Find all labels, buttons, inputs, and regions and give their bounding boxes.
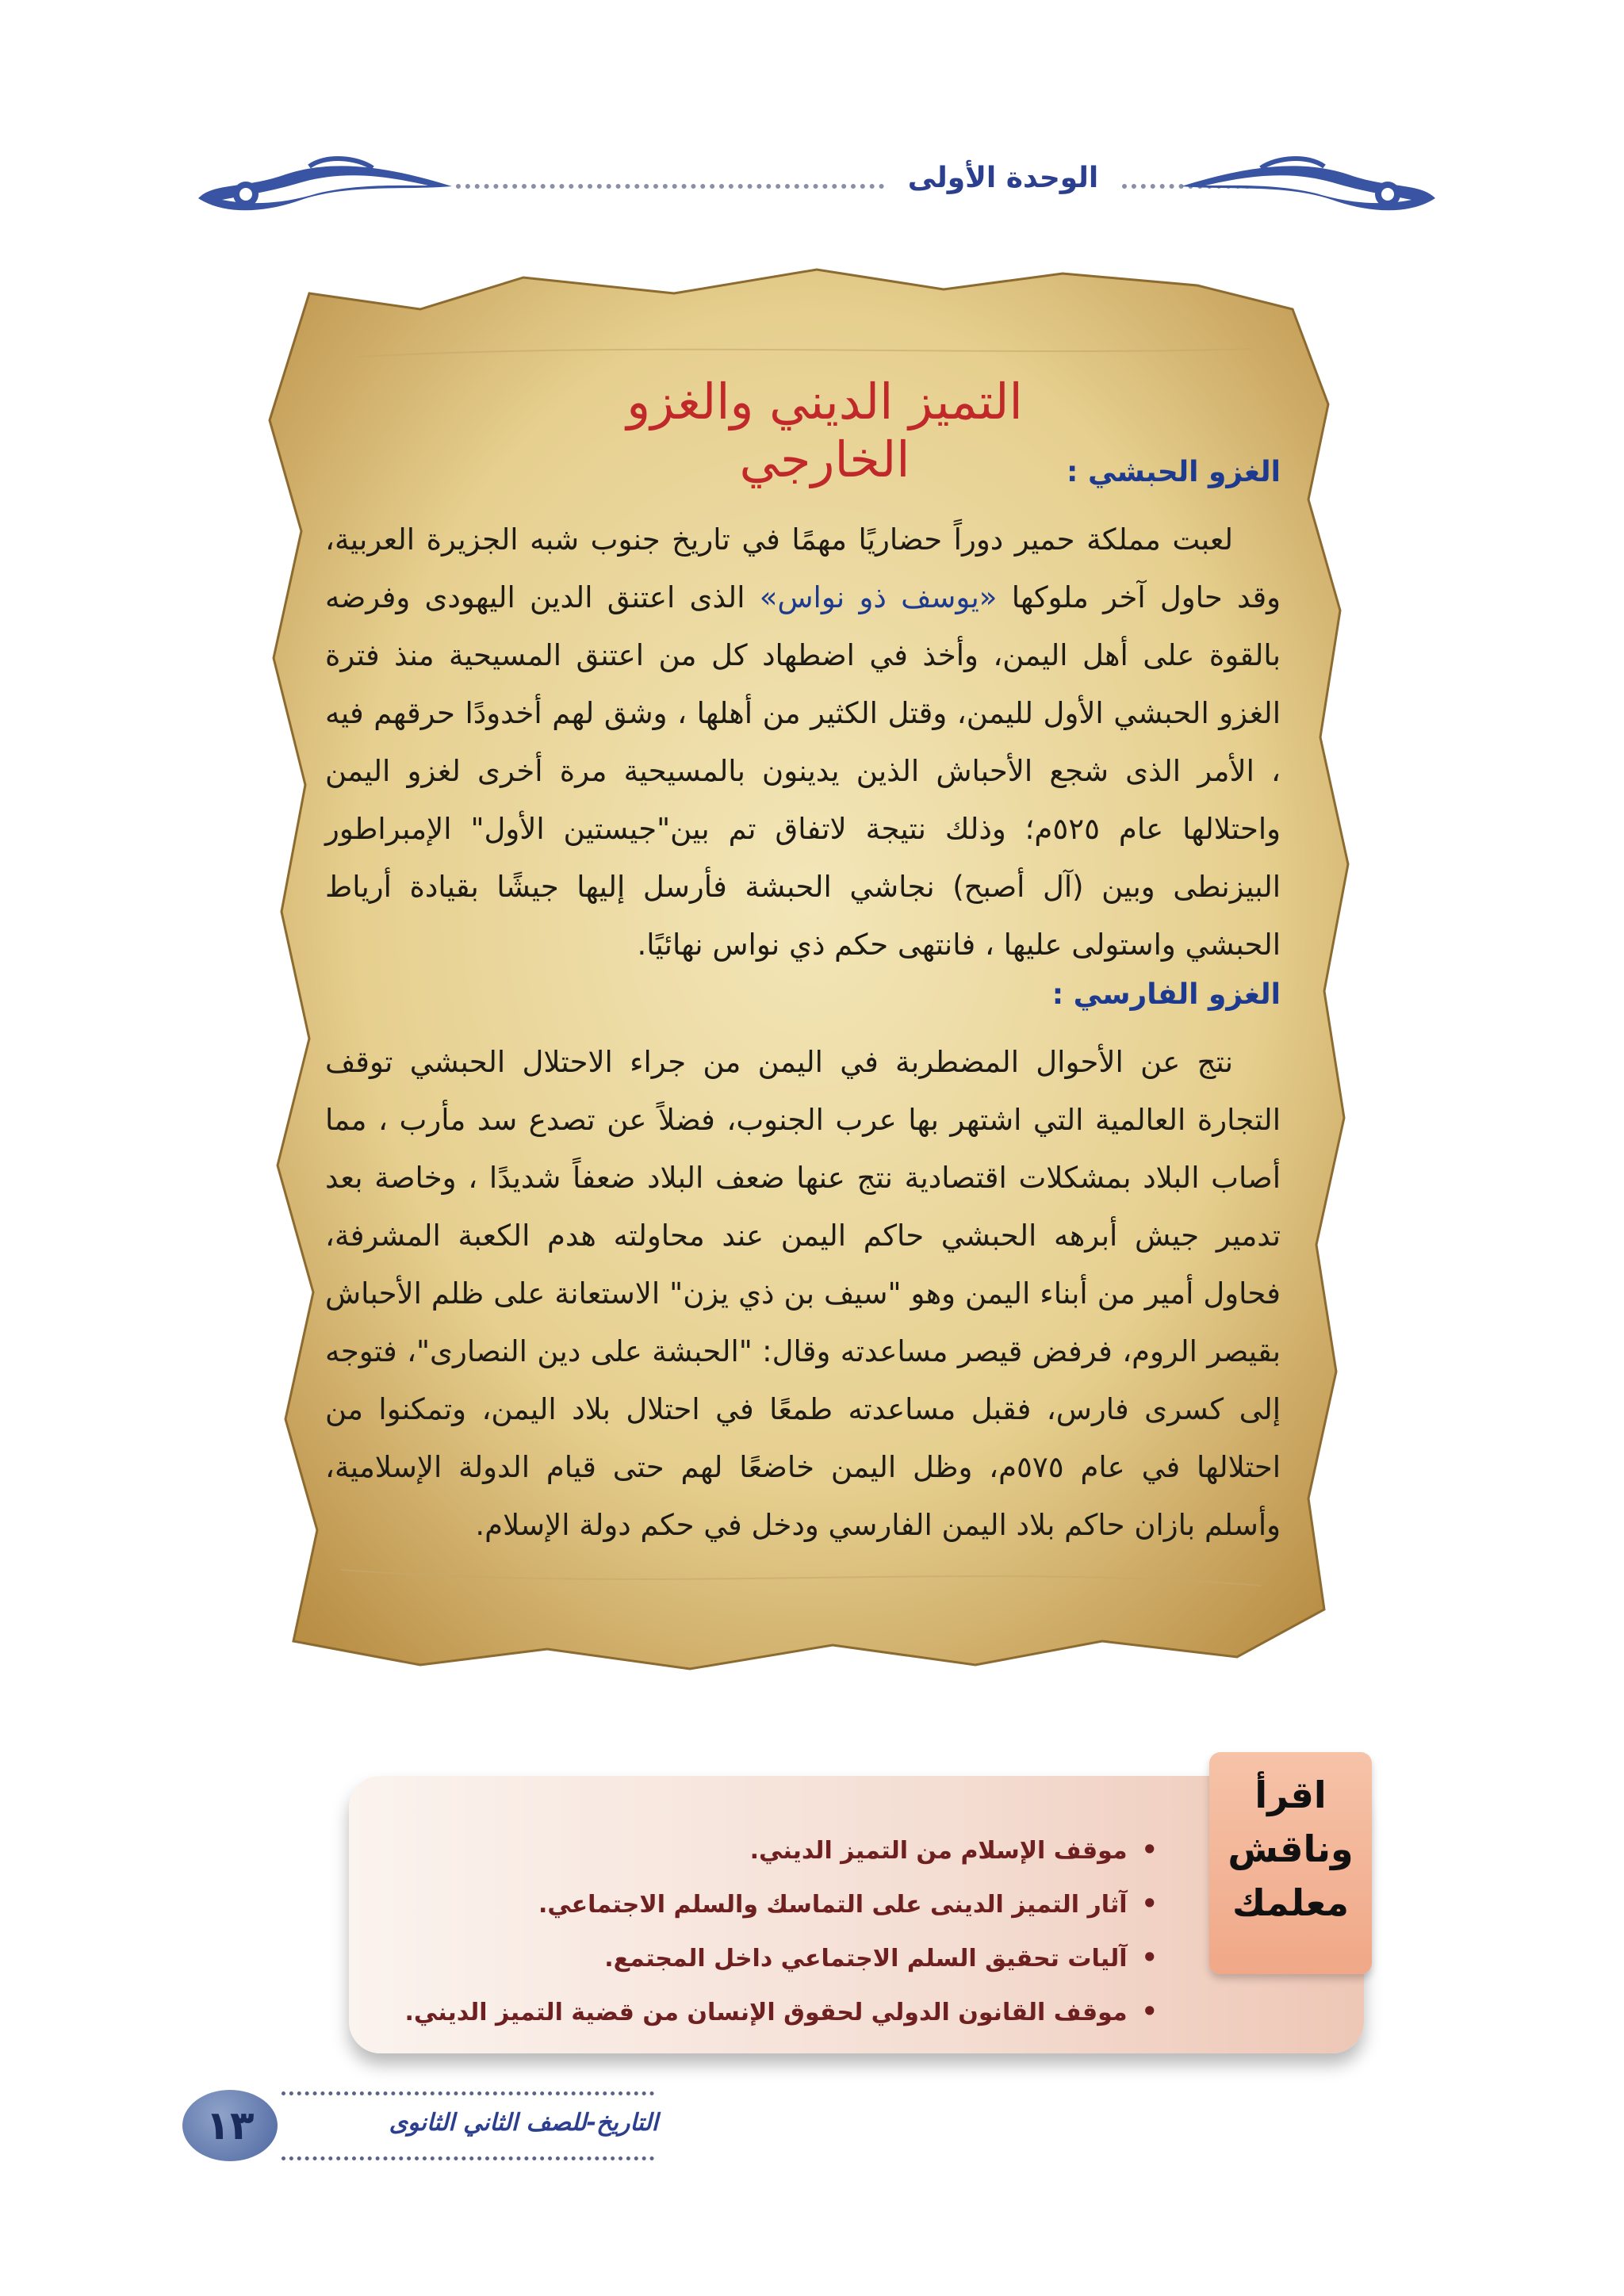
paragraph-text: لعبت مملكة حمير دوراً حضاريًا مهمًا في تاريخ جنوب شبه الجزيرة العربية، وقد حاول آخر ملوكها [325, 522, 1281, 614]
section-heading-abyssinian: الغزو الحبشي : [1067, 456, 1281, 488]
paragraph-text: الذى اعتنق الدين اليهودى وفرضه بالقوة على أهل اليمن، وأخذ في اضطهاد كل من اعتنق المسيحية منذ فترة الغزو الحبشي الأول لليمن، وقتل الكثير من أهلها ، وشق لهم أخدودًا حرقهم فيه ، الأمر الذى شجع الأحباش الذين يدينون بالمسيحية مرة أخرى لغزو اليمن واحتلالها عام ٥٢٥م؛ وذلك نتيجة لاتفاق تم بين"جيستين الأول" الإمبراطور البيزنطى وبين (آل أصبح) نجاشي الحبشة فأرسل إليها جيشًا بقيادة أرياط الحبشي واستولى عليها ، فانتهى حكم ذي نواس نهائيًا. [325, 580, 1281, 962]
header-dots-left [456, 184, 884, 189]
section-paragraph-abyssinian [325, 511, 1281, 974]
book-title: التاريخ-للصف الثاني الثانوى [389, 2109, 658, 2137]
list-item: • آليات تحقيق السلم الاجتماعي داخل المجتمع. [365, 1931, 1158, 1985]
lesson-title: التميز الديني والغزو الخارجي [626, 373, 1023, 488]
tag-line: معلمك [1232, 1881, 1349, 1924]
section-paragraph-persian: نتج عن الأحوال المضطربة في اليمن من جراء الاحتلال الحبشي توقف التجارة العالمية التي اشتهر بها عرب الجنوب، فضلاً عن تصدع سد مأرب ، مما أصاب البلاد بمشكلات اقتصادية نتج عنها ضعف البلاد ضعفاً شديدًا ، وخاصة بعد تدمير جيش أبرهه الحبشي حاكم اليمن عند محاولته هدم الكعبة المشرفة، فحاول أمير من أبناء اليمن وهو "سيف بن ذي يزن" الاستعانة على ظلم الأحباش بقيصر الروم، فرفض قيصر مساعدته وقال: "الحبشة على دين النصارى"، فتوجه إلى كسرى فارس، فقبل مساعدته طمعًا في احتلال بلاد اليمن، وتمكنوا من احتلالها في عام ٥٧٥م، وظل اليمن خاضعًا لهم حتى قيام الدولة الإسلامية، وأسلم بازان حاكم بلاد اليمن الفارسي ودخل في حكم دولة الإسلام. [325, 1045, 1281, 1542]
section-heading-persian: الغزو الفارسي : [1051, 978, 1281, 1011]
list-item: • موقف الإسلام من التميز الديني. [365, 1823, 1158, 1877]
discuss-list [365, 1823, 1158, 2039]
read-and-discuss-tag [1209, 1752, 1372, 1974]
right-ornament-icon [1174, 151, 1443, 222]
lesson-content [325, 456, 1281, 1554]
tag-line: وناقش [1228, 1827, 1354, 1870]
page-footer [182, 2085, 674, 2164]
footer-dots-top [282, 2091, 654, 2095]
list-item: • موقف القانون الدولي لحقوق الإنسان من قضية التميز الديني. [365, 1985, 1158, 2039]
page-header [190, 151, 1443, 222]
footer-dots-bottom [282, 2156, 654, 2160]
tag-line: اقرأ [1254, 1774, 1327, 1816]
unit-title: الوحدة الأولى [907, 162, 1099, 194]
discuss-box [349, 1752, 1364, 2053]
highlighted-name: «يوسف ذو نواس» [759, 580, 998, 614]
list-item: • آثار التميز الدينى على التماسك والسلم الاجتماعي. [365, 1877, 1158, 1931]
left-ornament-icon [190, 151, 460, 222]
page-number: ١٣ [182, 2090, 278, 2161]
